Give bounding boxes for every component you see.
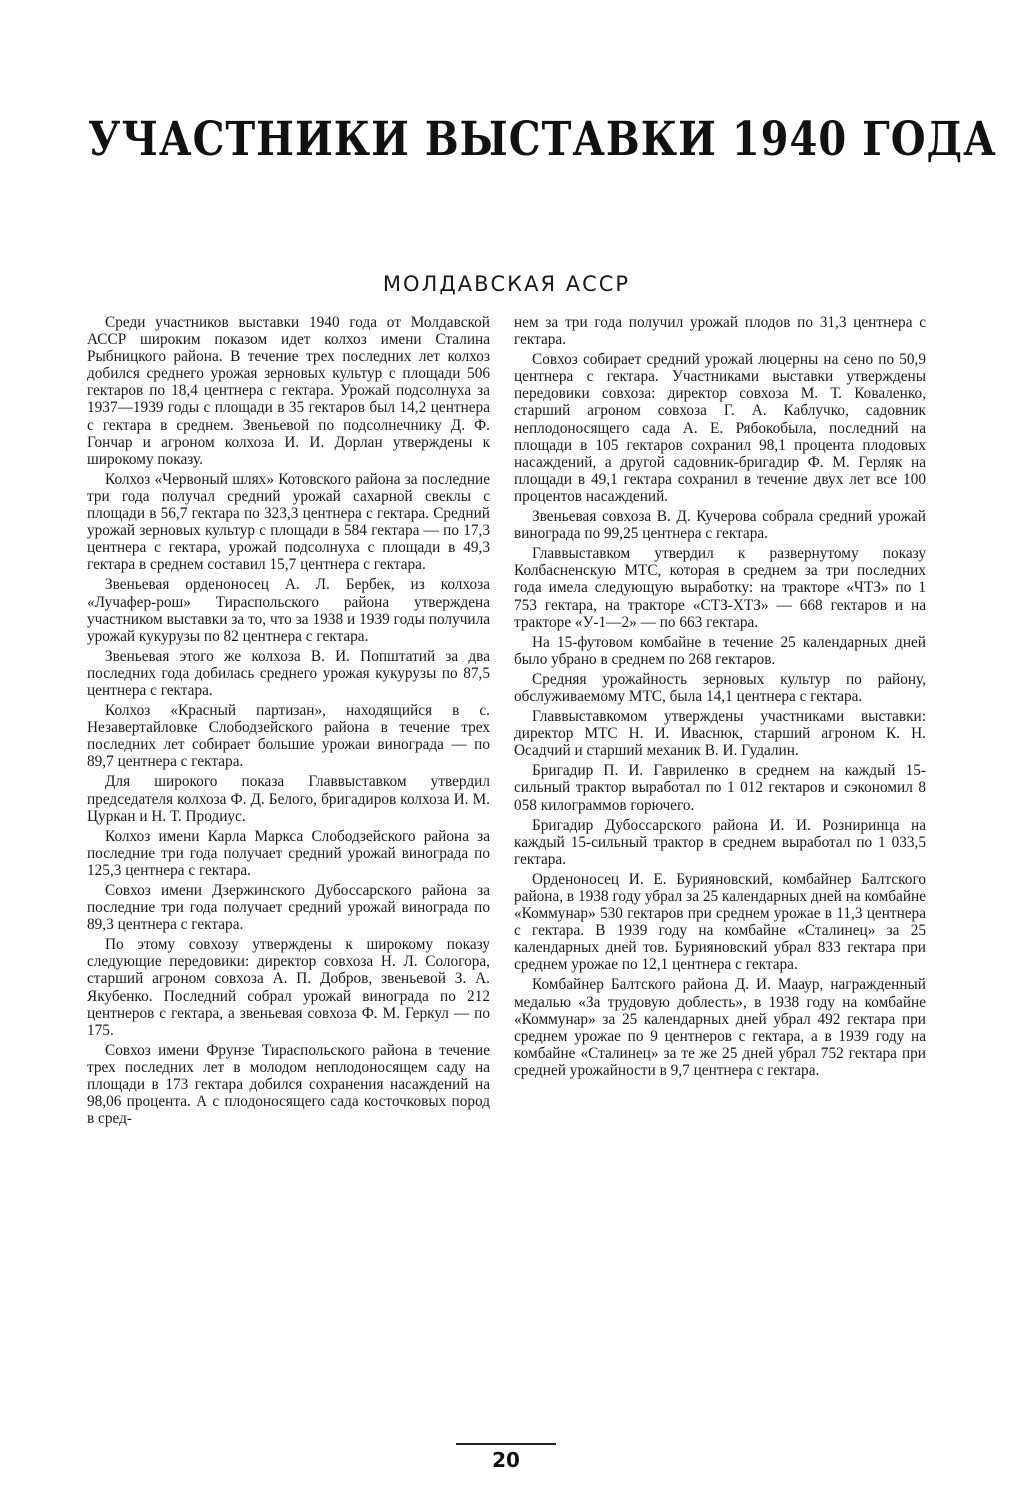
text-column-left: [87, 314, 490, 1424]
paragraph: Для широкого показа Главвыставком утвердил председателя колхоза Ф. Д. Белого, бригадиров колхоза И. М. Цуркан и Н. Т. Продиус.: [87, 773, 490, 825]
paragraph: Звеньевая совхоза В. Д. Кучерова собрала средний урожай винограда по 99,25 центнера с гектара.: [514, 508, 926, 543]
paragraph: Бригадир Дубоссарского района И. И. Розниринца на каждый 15-сильный трактор в среднем выработал по 1 033,5 гектара.: [514, 816, 926, 868]
paragraph: Средняя урожайность зерновых культур по району, обслуживаемому МТС, была 14,1 центнера с гектара.: [514, 670, 926, 705]
section-heading: МОЛДАВСКАЯ АССР: [382, 272, 631, 296]
paragraph: Звеньевая орденоносец А. Л. Бербек, из колхоза «Лучафер-рош» Тираспольского района утверждена участником выставки за то, что за 1938 и 1939 годы получила урожай кукурузы по 82 центнера с гектара.: [87, 576, 490, 645]
paragraph: На 15-футовом комбайне в течение 25 календарных дней было убрано в среднем по 268 гектаров.: [514, 633, 926, 668]
paragraph: Колхоз «Червоный шлях» Котовского района за последние три года получал средний урожай сахарной свеклы с площади в 56,7 гектара по 323,3 центнера с гектара. Средний урожай зерновых культур с площади в 584 гектара — по 17,3 центнера с гектара, урожай подсолнуха с площади в 49,3 гектара в среднем составил 15,7 центнера с гектара.: [87, 470, 490, 574]
paragraph: Комбайнер Балтского района Д. И. Мааур, награжденный медалью «За трудовую доблесть», в 1938 году на комбайне «Коммунар» за 25 календарных дней убрал 492 гектара при среднем урожае по 9 центнеров с гектара, а в 1939 году на комбайне «Сталинец» за те же 25 дней убрал 752 гектара при средней урожайности в 9,7 центнера с гектара.: [514, 976, 926, 1079]
paragraph-continued: нем за три года получил урожай плодов по 31,3 центнера с гектара.: [514, 314, 926, 349]
page-number: 20: [492, 1448, 520, 1472]
paragraph: Главвыставком утвердил к развернутому показу Колбасненскую МТС, которая в среднем за три последних года имела следующую выработку: на тракторе «ЧТЗ» по 1 753 гектара, на тракторе «СТЗ-ХТЗ» — 668 гектаров и на тракторе «У-1—2» — по 663 гектара.: [514, 545, 926, 631]
paragraph: Колхоз имени Карла Маркса Слободзейского района за последние три года получает средний урожай винограда по 125,3 центнера с гектара.: [87, 827, 490, 879]
paragraph: Совхоз имени Фрунзе Тираспольского района в течение трех последних лет в молодом неплодоносящем саду на площади в 173 гектара добился сохранения насаждений на 98,06 процента. А с плодоносящего сада косточковых пород в сред-: [87, 1041, 490, 1128]
footer-divider: [456, 1443, 556, 1445]
paragraph: Орденоносец И. Е. Бурияновский, комбайнер Балтского района, в 1938 году убрал за 25 календарных дней на комбайне «Коммунар» 530 гектаров при среднем урожае в 11,3 центнера с гектара. В 1939 году на комбайне «Сталинец» за 25 календарных дней тов. Бурияновский убрал 833 гектара при среднем урожае по 12,1 центнера с гектара.: [514, 870, 926, 974]
paragraph: Бригадир П. И. Гавриленко в среднем на каждый 15-сильный трактор выработал по 1 012 гектаров и сэкономил 8 058 килограммов горючего.: [514, 762, 926, 814]
paragraph: Среди участников выставки 1940 года от Молдавской АССР широким показом идет колхоз имени Сталина Рыбницкого района. В течение трех последних лет колхоз добился среднего урожая зерновых культур с площади 506 гектаров по 18,4 центнера с гектара. Урожай подсолнуха за 1937—1939 годы с площади в 35 гектаров был 14,2 центнера с гектара в среднем. Звеньевой по подсолнечнику Д. Ф. Гончар и агроном колхоза И. И. Дорлан утверждены к широкому показу.: [87, 314, 490, 468]
paragraph: Главвыставкомом утверждены участниками выставки: директор МТС Н. И. Иваснюк, старший агроном К. Н. Осадчий и старший механик В. И. Гудалин.: [514, 708, 926, 760]
paragraph: По этому совхозу утверждены к широкому показу следующие передовики: директор совхоза Н. Л. Сологора, старший агроном совхоза А. П. Добров, звеньевой З. А. Якубенко. Последний собрал урожай винограда по 212 центнеров с гектара, а звеньевая совхоза Ф. М. Геркул — по 175.: [87, 936, 490, 1039]
page-title: УЧАСТНИКИ ВЫСТАВКИ 1940 ГОДА: [88, 111, 997, 167]
paragraph: Совхоз имени Дзержинского Дубоссарского района за последние три года получает средний урожай винограда по 89,3 центнера с гектара.: [87, 882, 490, 934]
paragraph: Совхоз собирает средний урожай люцерны на сено по 50,9 центнера с гектара. Участниками выставки утверждены передовики совхоза: директор совхоза М. Т. Коваленко, старший агроном совхоза Г. А. Каблучко, садовник неплодоносящего сада А. Е. Рябокобыла, последний на площади в 105 гектаров сохранил 98,1 процента плодовых насаждений, а другой садовник-бригадир Ф. М. Герляк на площади в 49,1 гектара сохранил в течение двух лет все 100 процентов насаждений.: [514, 351, 926, 505]
paragraph: Колхоз «Красный партизан», находящийся в с. Незавертайловке Слободзейского района в течение трех последних лет собирает большие урожаи винограда — по 89,7 центнера с гектара.: [87, 702, 490, 771]
paragraph: Звеньевая этого же колхоза В. И. Попштатий за два последних года добилась среднего урожая кукурузы по 87,5 центнера с гектара.: [87, 647, 490, 699]
text-column-right: [514, 314, 926, 1424]
